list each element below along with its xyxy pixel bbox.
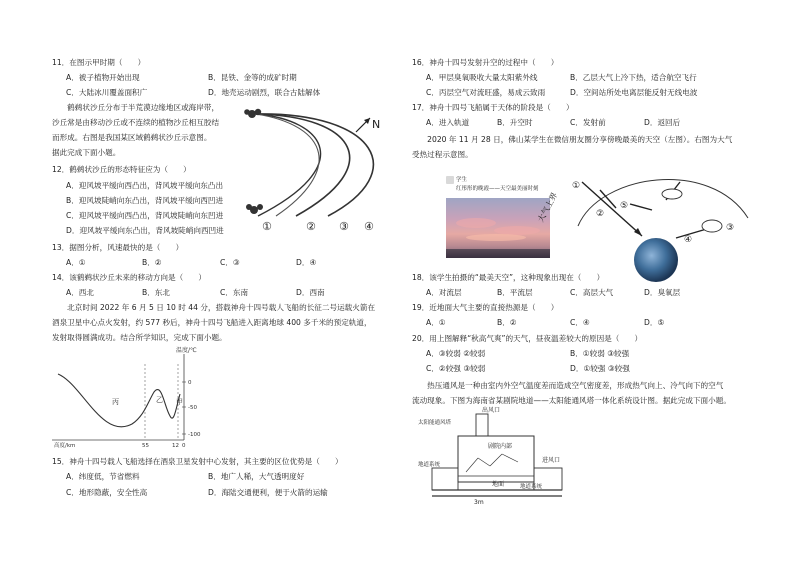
q20-option-d[interactable] xyxy=(570,364,630,374)
passage-vent-line-2: 流动现象。下图为海南省某剧院地道——太阳能通风塔一体化系统设计图。据此完成下面小题。 xyxy=(412,396,731,405)
q16-option-a[interactable]: A．甲层臭氧吸收大量太阳紫外线 xyxy=(426,73,538,82)
temp-ytick-2: -100 xyxy=(188,432,201,438)
sunset-photo xyxy=(446,198,550,258)
q15-option-b[interactable]: B．地广人稀，大气透明度好 xyxy=(208,472,305,481)
q17-option-c[interactable]: C．发射前 xyxy=(570,118,606,127)
q16-option-c[interactable]: C．丙层空气对流旺盛，易成云致雨 xyxy=(426,88,546,97)
q11-stem: 11．在图示甲时期（ ） xyxy=(52,58,146,67)
avatar xyxy=(446,176,454,184)
q15-stem: 15．神舟十四号载人飞船选择在酒泉卫星发射中心发射，其主要的区位优势是（ ） xyxy=(52,457,343,466)
q16-option-b[interactable]: B．乙层大气上冷下热，适合航空飞行 xyxy=(570,73,697,82)
passage-dunes-line-1: 鹤鹈状沙丘分布于半荒漠边缘地区或海岸带， xyxy=(52,103,220,112)
passage-dunes-line-3: 而形成。右图是我国某区域鹤鹈状沙丘示意图。 xyxy=(52,133,212,142)
q17-stem: 17．神舟十四号飞船属于天体的阶段是（ ） xyxy=(412,103,574,112)
vent-theater-label: 剧院内部 xyxy=(488,443,513,450)
q17-option-b[interactable]: B．升空时 xyxy=(497,118,533,127)
q19-stem: 19．近地面大气主要的直接热源是（ ） xyxy=(412,303,559,312)
passage-sky-line-2: 受热过程示意图。 xyxy=(412,150,473,159)
q18-option-d[interactable]: D．臭氧层 xyxy=(644,288,681,297)
vent-tunnel-right-label: 地道系统 xyxy=(520,484,543,490)
cloud-icon xyxy=(662,189,682,199)
plant-icon-top xyxy=(244,109,261,118)
q12-option-a[interactable]: A．迎风坡平缓向西凸出，背风坡平缓向东凸出 xyxy=(66,181,224,190)
q11-option-c[interactable]: C．大陆冰川覆盖面积广 xyxy=(66,88,148,97)
q13-option-b[interactable]: B．② xyxy=(142,258,162,267)
q12-option-c[interactable]: C．迎风坡平缓向西凸出，背风坡陡峭向东凹进 xyxy=(66,211,224,220)
q16-stem: 16．神舟十四号发射升空的过程中（ ） xyxy=(412,58,559,67)
q20-option-a-part1: A．③较弱 xyxy=(426,349,461,358)
q14-option-a[interactable]: A．西北 xyxy=(66,288,94,297)
q12-option-d[interactable]: D．迎风坡平缓向东凸出，背风坡陡峭向西凹进 xyxy=(66,226,224,235)
layer-label-jia: 甲 xyxy=(176,398,183,406)
dune-label-3: ③ xyxy=(339,220,349,233)
atmosphere-heating-diagram xyxy=(536,164,756,272)
q17-option-d[interactable]: D．返回后 xyxy=(644,118,681,127)
vent-depth-label: 3m xyxy=(474,499,484,506)
q13-stem: 13．据图分析，风速最快的是（ ） xyxy=(52,243,184,252)
q12-stem: 12．鹤鹈状沙丘的形态特征应为（ ） xyxy=(52,165,191,174)
dune-label-2: ② xyxy=(306,220,316,233)
q18-option-b[interactable]: B．平流层 xyxy=(497,288,533,297)
passage-shenzhou-line-2: 酒泉卫星中心点火发射，约 577 秒后，神舟十四号飞船进入距离地球 400 多千米的预定轨道， xyxy=(52,318,372,327)
passage-shenzhou-line-1: 北京时间 2022 年 6 月 5 日 10 时 44 分，搭载神舟十四号载人飞船的长征二号运载火箭在 xyxy=(52,303,376,312)
passage-vent-line-1: 热压通风是一种由室内外空气温度差而造成空气密度差，形成热气向上、冷气向下的空气 xyxy=(412,381,724,390)
vent-tower-label: 太阳能通风塔 xyxy=(418,420,452,426)
q19-option-a[interactable]: A．① xyxy=(426,318,446,327)
layer-label-yi: 乙 xyxy=(156,396,163,404)
post-user: 学生 xyxy=(456,177,468,183)
q13-option-a[interactable]: A．① xyxy=(66,258,86,267)
q19-option-c[interactable]: C．④ xyxy=(570,318,590,327)
temp-xtick-1: 12 xyxy=(172,443,179,449)
temp-ytick-1: -50 xyxy=(188,405,197,411)
dune-label-1: ① xyxy=(262,220,272,233)
north-arrow-icon xyxy=(356,118,370,132)
passage-shenzhou-line-3: 发射取得圆满成功。结合所学知识，完成下面小题。 xyxy=(52,333,227,342)
vent-ground-label: 地面 xyxy=(492,481,505,488)
q11-option-b[interactable]: B．昆铁、金等的成矿时期 xyxy=(208,73,297,82)
q20-option-b[interactable] xyxy=(570,349,629,359)
q16-option-d[interactable]: D．空间站所处电离层能反射无线电波 xyxy=(570,88,698,97)
q14-option-b[interactable]: B．东北 xyxy=(142,288,170,297)
atm-label-3: ③ xyxy=(726,223,735,233)
atm-label-4: ④ xyxy=(684,235,693,245)
layer-label-bing: 丙 xyxy=(112,398,119,406)
passage-dunes-line-2: 沙丘常是由移动沙丘或不连续的植物沙丘相互胶结 xyxy=(52,118,220,127)
q15-option-c[interactable]: C．地形隐蔽，安全性高 xyxy=(66,488,148,497)
q18-stem: 18．该学生拍摄的“最美天空”，这种现象出现在（ ） xyxy=(412,273,605,282)
q20-option-c-part2: ③较弱 xyxy=(463,364,486,373)
q20-option-d-part2: ③较强 xyxy=(607,364,630,373)
q20-option-c[interactable] xyxy=(426,364,485,374)
q19-option-d[interactable]: D．⑤ xyxy=(644,318,665,327)
atm-label-2: ② xyxy=(596,209,605,219)
passage-sky-line-1: 2020 年 11 月 28 日，佛山某学生在微信朋友圈分享傍晚最美的天空（左图）。右图为大气 xyxy=(412,135,733,144)
q15-option-a[interactable]: A．纬度低，节省燃料 xyxy=(66,472,140,481)
q19-option-b[interactable]: B．② xyxy=(497,318,517,327)
temp-ylabel: 温度/℃ xyxy=(176,347,197,354)
q14-option-d[interactable]: D．西南 xyxy=(296,288,325,297)
cloud-icon-2 xyxy=(702,220,722,232)
earth-icon xyxy=(634,238,678,282)
atm-label-5: ⑤ xyxy=(620,201,629,211)
q18-option-a[interactable]: A．对流层 xyxy=(426,288,462,297)
temp-xlabel: 高度/km xyxy=(54,443,76,449)
q12-option-b[interactable]: B．迎风坡陡峭向东凸出，背风坡平缓向西凹进 xyxy=(66,196,224,205)
temp-ytick-0: 0 xyxy=(188,380,192,386)
q20-stem: 20．用上图解释“秋高气爽”的天气，昼夜温差较大的原因是（ ） xyxy=(412,334,643,343)
q11-option-a[interactable]: A．被子植物开始出现 xyxy=(66,73,140,82)
q20-option-a[interactable] xyxy=(426,349,485,359)
q20-option-a-part2: ②较弱 xyxy=(463,349,486,358)
q20-option-c-part1: C．②较强 xyxy=(426,364,461,373)
atm-label-1: ① xyxy=(572,181,581,191)
q17-option-a[interactable]: A．进入轨道 xyxy=(426,118,470,127)
q13-option-d[interactable]: D．④ xyxy=(296,258,317,267)
vent-tunnel-left-label: 地道系统 xyxy=(418,462,441,468)
dune-label-4: ④ xyxy=(364,220,374,233)
post-caption: 红彤彤的晚霞——天空最美丽时刻 xyxy=(456,186,539,192)
q11-option-d[interactable]: D．地壳运动剧烈，联合古陆解体 xyxy=(208,88,321,97)
north-label: N xyxy=(372,118,381,131)
q20-option-d-part1: D．①较强 xyxy=(570,364,606,373)
q20-option-b-part2: ③较强 xyxy=(607,349,630,358)
vent-outlet-label: 出风口 xyxy=(482,407,501,414)
q13-option-c[interactable]: C．③ xyxy=(220,258,240,267)
temp-xtick-2: 0 xyxy=(182,443,186,449)
ventilation-diagram xyxy=(418,406,578,506)
vent-inlet-label: 进风口 xyxy=(542,457,561,464)
q15-option-d[interactable]: D．海陆交通便利，便于火箭的运输 xyxy=(208,488,328,497)
temp-xtick-0: 55 xyxy=(142,443,149,449)
atm-top-label: 大气上界 xyxy=(536,191,560,224)
passage-dunes-line-4: 据此完成下面小题。 xyxy=(52,148,121,157)
temperature-profile-chart xyxy=(52,344,222,448)
plant-icon-bottom xyxy=(246,204,263,214)
q18-option-c[interactable]: C．高层大气 xyxy=(570,288,614,297)
q14-option-c[interactable]: C．东南 xyxy=(220,288,249,297)
q20-option-b-part1: B．①较弱 xyxy=(570,349,605,358)
q14-stem: 14．该鹤鹈状沙丘未来的移动方向是（ ） xyxy=(52,273,206,282)
solar-tower xyxy=(476,414,488,436)
dune-diagram xyxy=(236,106,396,234)
